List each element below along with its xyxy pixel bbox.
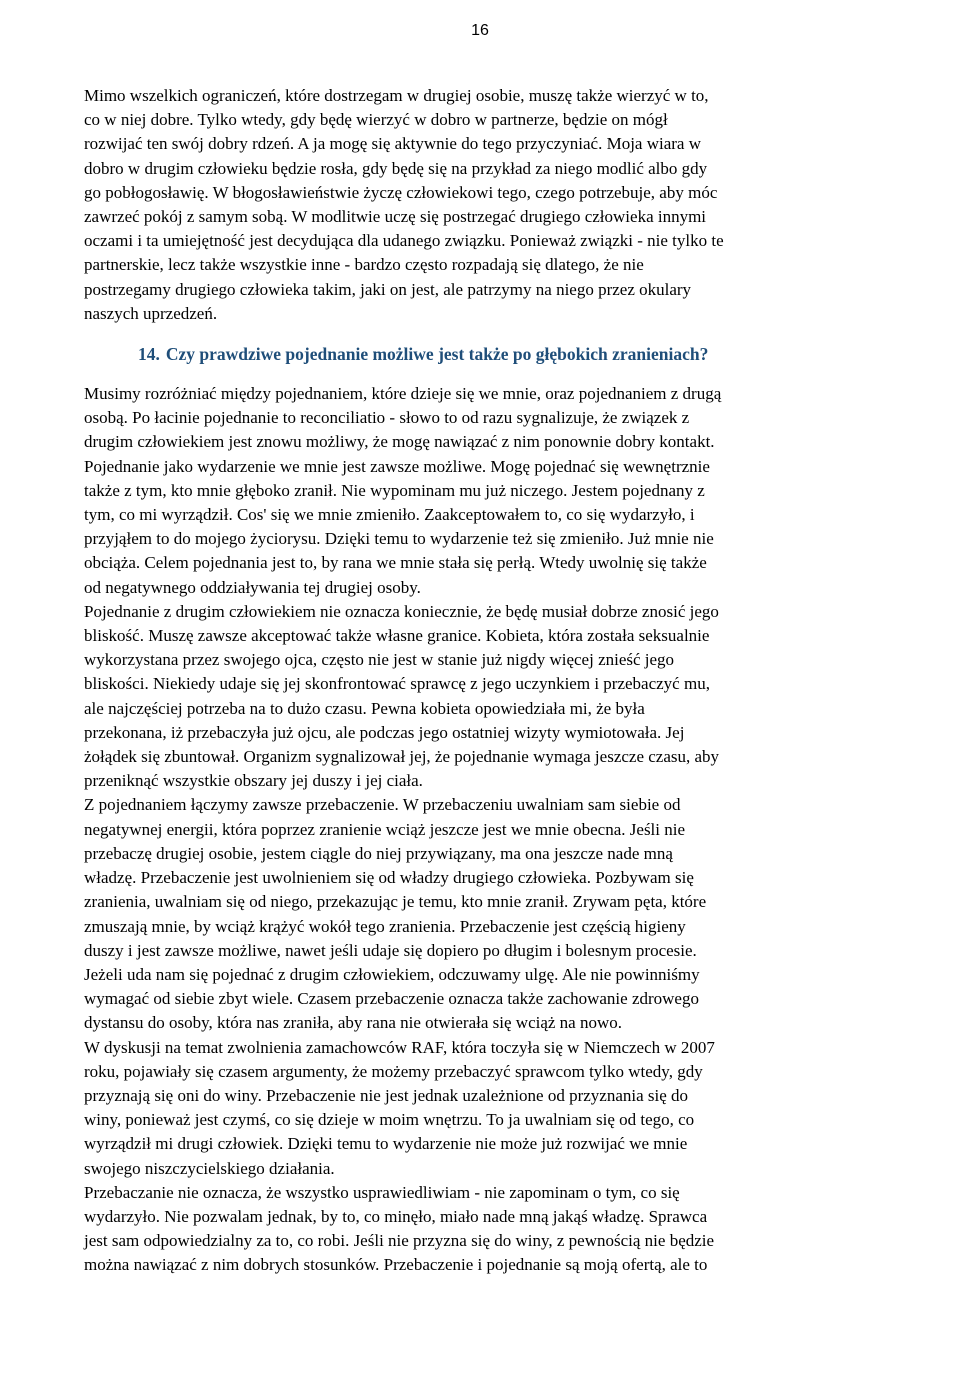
- section-title: Czy prawdziwe pojednanie możliwe jest także po głębokich zranieniach?: [165, 344, 709, 365]
- section-number: 14.: [138, 344, 160, 365]
- page-number: 16: [471, 22, 489, 39]
- body-paragraph: Z pojednaniem łączymy zawsze przebaczenie. W przebaczeniu uwalniam sam siebie od negatywnej energii, która poprzez zranienie wciąż jeszcze jest we mnie obecna. Jeśli nie przebaczę drugiej osobie, jestem ciągle do niej przywiązany, ma ona jeszcze nade mną władzę. Przebaczenie jest uwolnieniem się od władzy drugiego człowieka. Pozbywam się zranienia, uwalniam się od niego, przekazując je temu, kto mnie zranił. Zrywam pęta, które zmuszają mnie, by wciąż krążyć wokół tego zranienia. Przebaczenie jest częścią higieny duszy i jest zawsze możliwe, nawet jeśli udaje się dopiero po długim i bolesnym procesie. Jeżeli uda nam się pojednać z drugim człowiekiem, odczuwamy ulgę. Ale nie powinniśmy wymagać od siebie zbyt wiele. Czasem przebaczenie oznacza także zachowanie zdrowego dystansu do osoby, która nas zraniła, aby rana nie otwierała się wciąż na nowo.: [84, 795, 707, 1033]
- body-paragraph: Pojednanie z drugim człowiekiem nie oznacza koniecznie, że będę musiał dobrze znosić jego bliskość. Muszę zawsze akceptować także własne granice. Kobieta, która została seksualnie wykorzystana przez swojego ojca, często nie jest w stanie już nigdy więcej znieść jego bliskości. Niekiedy udaje się jej skonfrontować sprawcę z jego uczynkiem i przebaczyć mu, ale najczęściej potrzeba na to dużo czasu. Pewna kobieta opowiedziała mi, że była przekonana, iż przebaczyła już ojcu, ale podczas jego ostatniej wizyty wymiotowała. Jej żołądek się zbuntował. Organizm sygnalizował jej, że pojednanie wymaga jeszcze czasu, aby przeniknąć wszystkie obszary jej duszy i jej ciała.: [84, 601, 720, 791]
- section-heading: [84, 342, 884, 366]
- page-content: [84, 84, 884, 1278]
- body-paragraph: Musimy rozróżniać między pojednaniem, które dzieje się we mnie, oraz pojednaniem z drugą osobą. Po łacinie pojednanie to reconciliatio - słowo to od razu sygnalizuje, że związek z drugim człowiekiem jest znowu możliwy, że mogę nawiązać z nim ponownie dobry kontakt. Pojednanie jako wydarzenie we mnie jest zawsze możliwe. Mogę pojednać się wewnętrznie także z tym, kto mnie głęboko zranił. Nie wypominam mu już niczego. Jestem pojednany z tym, co mi wyrządził. Cos' się we mnie zmieniło. Zaakceptowałem to, co się wydarzyło, i przyjąłem to do mojego życiorysu. Dzięki temu to wydarzenie też się zmieniło. Już mnie nie obciąża. Celem pojednania jest to, by rana we mnie stała się perłą. Wtedy uwolnię się także od negatywnego oddziaływania tej drugiej osoby.: [84, 384, 722, 597]
- body-paragraph: W dyskusji na temat zwolnienia zamachowców RAF, która toczyła się w Niemczech w 2007 roku, pojawiały się czasem argumenty, że możemy przebaczyć sprawcom tylko wtedy, gdy przyznają się oni do winy. Przebaczenie nie jest jednak uzależnione od przyznania się do winy, ponieważ jest czymś, co się dzieje w moim wnętrzu. To ja uwalniam się od tego, co wyrządził mi drugi człowiek. Dzięki temu to wydarzenie nie może już rozwijać we mnie swojego niszczycielskiego działania.: [84, 1037, 715, 1178]
- intro-paragraph: Mimo wszelkich ograniczeń, które dostrzegam w drugiej osobie, muszę także wierzyć w to, co w niej dobre. Tylko wtedy, gdy będę wierzyć w dobro w partnerze, będzie on mógł rozwijać ten swój dobry rdzeń. A ja mogę się aktywnie do tego przyczyniać. Moja wiara w dobro w drugim człowieku będzie rosła, gdy będę się na przykład za niego modlić albo gdy go pobłogosławię. W błogosławieństwie życzę człowiekowi tego, czego potrzebuje, aby móc zawrzeć pokój z samym sobą. W modlitwie uczę się postrzegać drugiego człowieka innymi oczami i ta umiejętność jest decydująca dla udanego związku. Ponieważ związki - nie tylko te partnerskie, lecz także wszystkie inne - bardzo często rozpadają się dlatego, że nie postrzegamy drugiego człowieka takim, jaki on jest, ale patrzymy na niego przez okulary naszych uprzedzeń.: [84, 86, 724, 323]
- body-paragraph: Przebaczanie nie oznacza, że wszystko usprawiedliwiam - nie zapominam o tym, co się wydarzyło. Nie pozwalam jednak, by to, co minęło, miało nade mną jakąś władzę. Sprawca jest sam odpowiedzialny za to, co robi. Jeśli nie przyzna się do winy, z pewnością nie będzie można nawiązać z nim dobrych stosunków. Przebaczenie i pojednanie są moją ofertą, ale to: [84, 1182, 715, 1275]
